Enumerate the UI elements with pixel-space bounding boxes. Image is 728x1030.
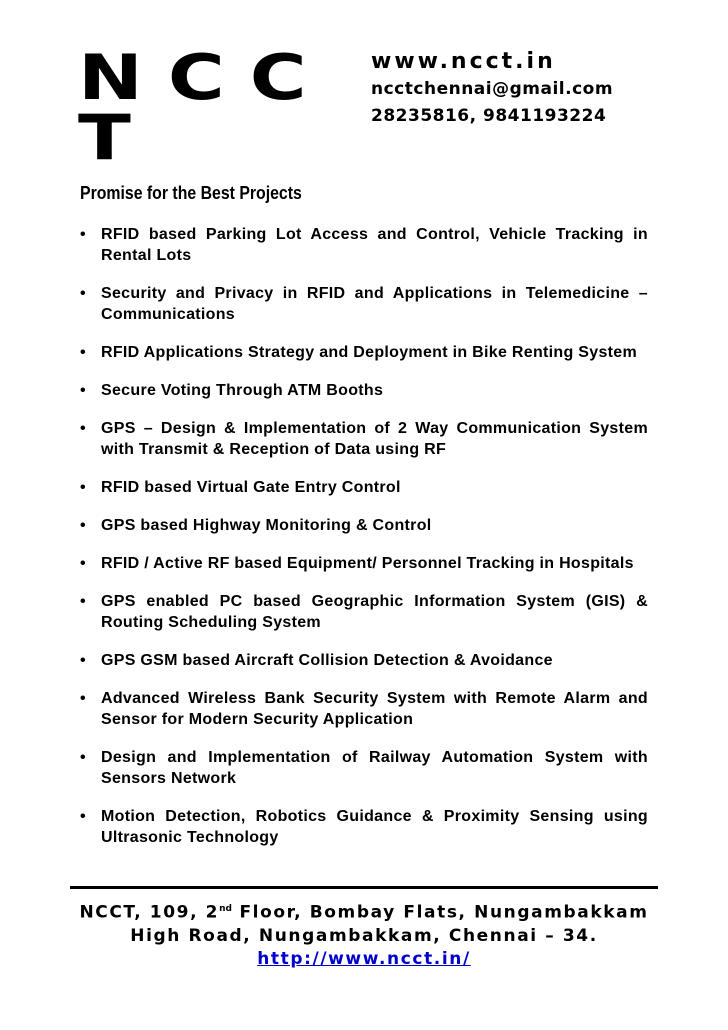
footer-divider <box>70 886 658 889</box>
project-item: • Secure Voting Through ATM Booths <box>80 380 648 401</box>
project-list <box>80 224 648 865</box>
address-part-2: Floor, Bombay Flats, Nungambakkam <box>231 902 649 923</box>
project-item: • GPS – Design & Implementation of 2 Way Communication System with Transmit & Reception of Data using RF <box>80 418 648 460</box>
project-item: • Design and Implementation of Railway Automation System with Sensors Network <box>80 747 648 789</box>
website-text: www.ncct.in <box>371 49 556 74</box>
project-item: • RFID based Virtual Gate Entry Control <box>80 477 648 498</box>
email-text: ncctchennai@gmail.com <box>371 79 614 99</box>
address-line-1 <box>70 898 658 925</box>
project-item: • Motion Detection, Robotics Guidance & Proximity Sensing using Ultrasonic Technology <box>80 806 648 848</box>
ncct-logo: NCC T <box>78 41 332 174</box>
footer-address <box>70 898 658 971</box>
project-item: • RFID based Parking Lot Access and Control, Vehicle Tracking in Rental Lots <box>80 224 648 266</box>
phone-text: 28235816, 9841193224 <box>371 106 607 126</box>
project-item: • RFID / Active RF based Equipment/ Personnel Tracking in Hospitals <box>80 553 648 574</box>
tagline: Promise for the Best Projects <box>80 183 302 203</box>
project-item: • RFID Applications Strategy and Deployment in Bike Renting System <box>80 342 648 363</box>
project-item: • Advanced Wireless Bank Security System with Remote Alarm and Sensor for Modern Security Application <box>80 688 648 730</box>
website-link[interactable]: http://www.ncct.in/ <box>257 948 471 969</box>
address-superscript: nd <box>219 904 232 914</box>
contact-block <box>371 48 661 130</box>
project-item: • GPS enabled PC based Geographic Information System (GIS) & Routing Scheduling System <box>80 591 648 633</box>
project-item: • GPS GSM based Aircraft Collision Detection & Avoidance <box>80 650 648 671</box>
address-part-1: NCCT, 109, 2 <box>79 902 220 923</box>
project-item: • GPS based Highway Monitoring & Control <box>80 515 648 536</box>
address-line-2: High Road, Nungambakkam, Chennai – 34. <box>130 925 598 946</box>
project-item: • Security and Privacy in RFID and Applications in Telemedicine – Communications <box>80 283 648 325</box>
